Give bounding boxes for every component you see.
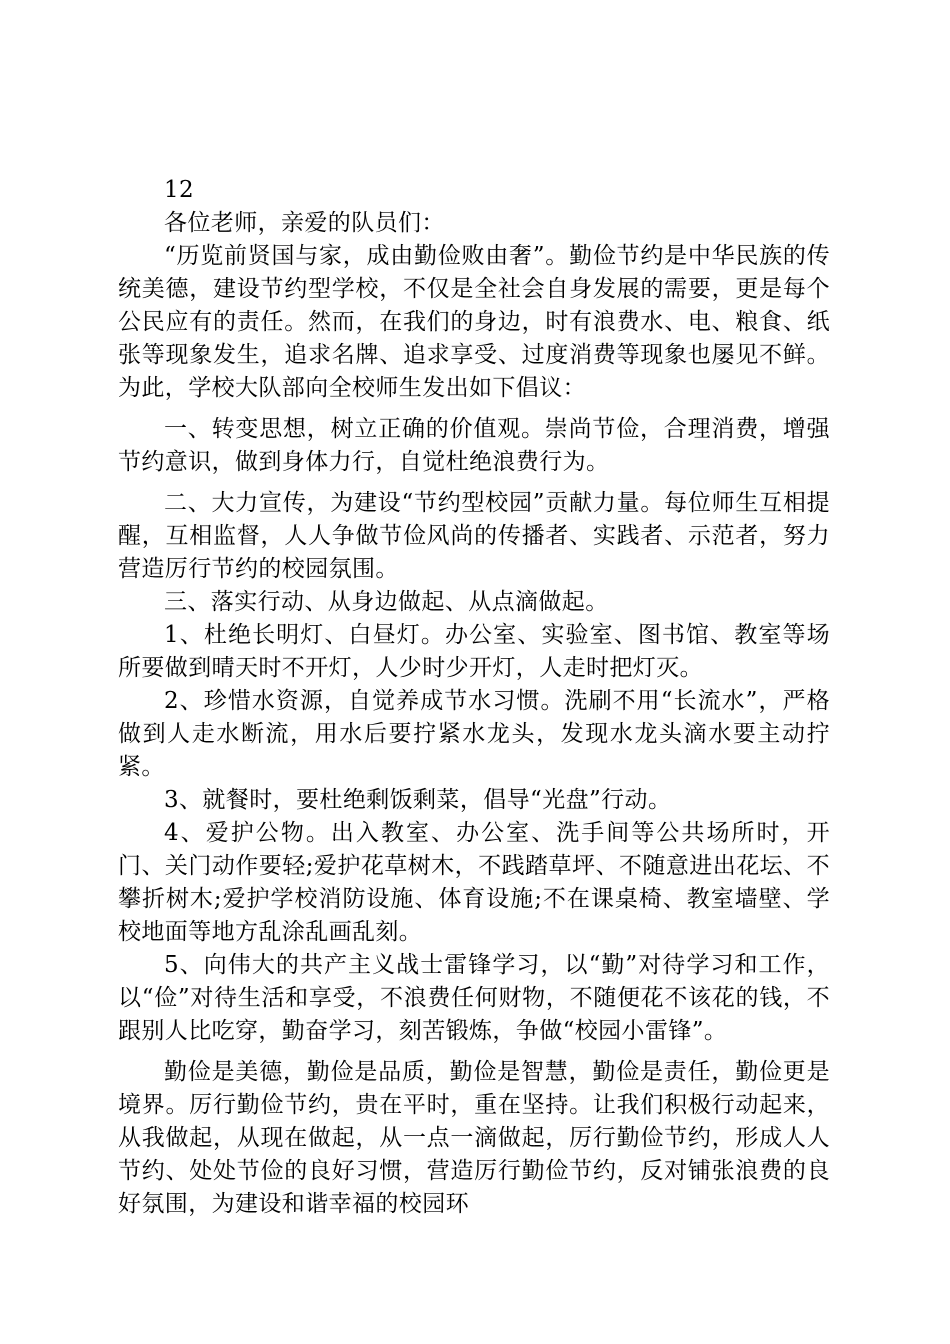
paragraph-conclusion: 勤俭是美德，勤俭是品质，勤俭是智慧，勤俭是责任，勤俭更是境界。厉行勤俭节约，贵在平时，重在坚持。让我们积极行动起来，从我做起，从现在做起，从一点一滴做起，厉行勤俭节约，形成人人节约、处处节俭的良好习惯，营造厉行勤俭节约，反对铺张浪费的良好氛围，为建设和谐幸福的校园环 [118,1059,830,1217]
paragraph-point-1: 一、转变思想，树立正确的价值观。崇尚节俭，合理消费，增强节约意识，做到身体力行，自觉杜绝浪费行为。 [118,416,830,475]
paragraph-item-1: 1、杜绝长明灯、白昼灯。办公室、实验室、图书馆、教室等场所要做到晴天时不开灯，人少时少开灯，人走时把灯灭。 [118,622,830,681]
paragraph-item-5: 5、向伟大的共产主义战士雷锋学习，以“勤”对待学习和工作，以“俭”对待生活和享受，不浪费任何财物，不随便花不该花的钱，不跟别人比吃穿，勤奋学习，刻苦锻炼，争做“校园小雷锋”。 [118,952,830,1044]
document-body [118,174,830,1221]
paragraph-item-2: 2、珍惜水资源，自觉养成节水习惯。洗刷不用“长流水”，严格做到人走水断流，用水后要拧紧水龙头，发现水龙头滴水要主动拧紧。 [118,688,830,780]
paragraph-point-2: 二、大力宣传，为建设“节约型校园”贡献力量。每位师生互相提醒，互相监督，人人争做节俭风尚的传播者、实践者、示范者，努力营造厉行节约的校园氛围。 [118,490,830,582]
salutation: 各位老师，亲爱的队员们： [164,210,445,236]
paragraph-item-3: 3、就餐时，要杜绝剩饭剩菜，倡导“光盘”行动。 [164,787,672,813]
page-number: 12 [164,177,195,203]
paragraph-point-3: 三、落实行动、从身边做起、从点滴做起。 [164,589,609,615]
paragraph-item-4: 4、爱护公物。出入教室、办公室、洗手间等公共场所时，开门、关门动作要轻;爱护花草树木，不践踏草坪、不随意进出花坛、不攀折树木;爱护学校消防设施、体育设施;不在课桌椅、教室墙壁、学校地面等地方乱涂乱画乱刻。 [118,820,830,945]
paragraph-intro: “历览前贤国与家，成由勤俭败由奢”。勤俭节约是中华民族的传统美德，建设节约型学校，不仅是全社会自身发展的需要，更是每个公民应有的责任。然而，在我们的身边，时有浪费水、电、粮食、纸张等现象发生，追求名牌、追求享受、过度消费等现象也屡见不鲜。为此，学校大队部向全校师生发出如下倡议： [118,243,830,401]
